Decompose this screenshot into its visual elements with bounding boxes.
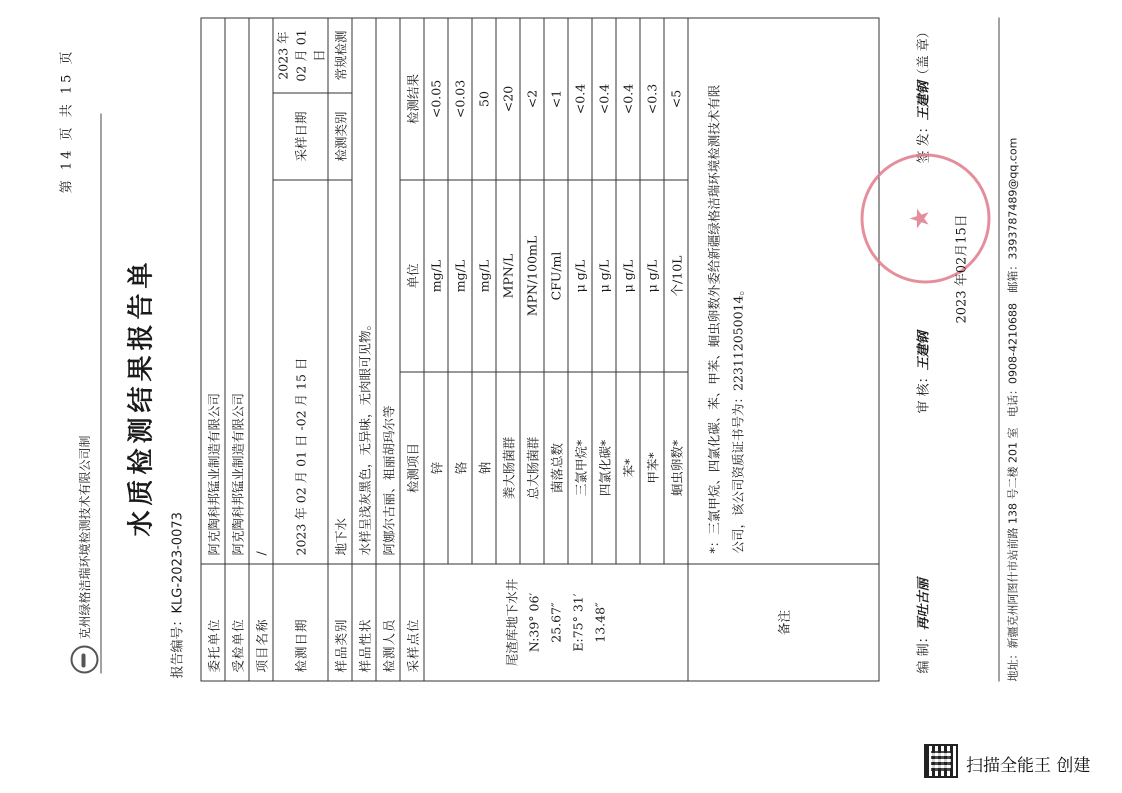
contact-info [1004,137,1020,681]
result-cell: <0.4 [592,18,616,180]
report-number: 报告编号：KLG-2023-0073 [170,511,185,678]
col-unit-header: 单位 [400,180,424,372]
issuer [912,25,931,163]
test-type-label: 检测类别 [328,93,352,180]
sample-type-value: 地下水 [328,180,352,564]
sample-trait-value: 水样呈浅灰黑色，无异味，无肉眼可见物。 [352,18,376,564]
item-cell: 蛔虫卵数* [664,372,688,564]
unit-cell: μ g/L [640,180,664,372]
remarks-line: 公司，该公司资质证书号为：223112050014。 [730,282,745,553]
location-lon: E:75° 31′ 13.48″ [569,592,607,652]
reviewer-label: 审 核： [916,369,931,413]
item-cell: 四氯化碳* [592,372,616,564]
compiler [912,578,931,673]
unit-cell: mg/L [424,180,448,372]
table-row [201,18,225,681]
test-date-label: 检测日期 [273,564,328,681]
item-cell: 菌落总数 [544,372,568,564]
qr-code-icon [924,744,958,778]
result-cell: <2 [520,18,544,180]
sample-trait-label: 样品性状 [352,564,376,681]
table-row [352,18,376,681]
compiler-signature: 再吐古丽 [916,577,931,630]
sampling-location [424,564,688,681]
result-cell: <0.05 [424,18,448,180]
result-cell: <20 [496,18,520,180]
company-logo-text: 克州绿格洁瑞环境检测技术有限公司制 [77,434,92,639]
scanner-text: 扫描全能王 创建 [966,756,1091,776]
company-seal [860,153,990,283]
result-cell: <5 [664,18,688,180]
unit-cell: 个/10L [664,180,688,372]
table-row [328,18,352,681]
location-name: 尾渣库地下水井 [503,578,519,666]
item-cell: 三氯甲烷* [568,372,592,564]
result-cell: <0.3 [640,18,664,180]
item-cell: 总大肠菌群 [520,372,544,564]
table-row [424,18,448,681]
company-logo [70,435,98,673]
col-item-header: 检测项目 [400,372,424,564]
item-cell: 铬 [448,372,472,564]
reviewer [912,331,931,413]
location-label: 采样点位 [400,564,424,681]
sampling-date-value: 2023 年 02 月 01 日 [273,18,328,93]
table-row [249,18,273,681]
compiler-label: 编 制： [916,629,931,673]
item-cell: 钠 [472,372,496,564]
unit-cell: MPN/L [496,180,520,372]
table-row [273,18,328,681]
page-number: 第 14 页 共 15 页 [59,48,74,193]
unit-cell: mg/L [472,180,496,372]
inspected-value: 阿克陶科邦锰业制造有限公司 [225,18,249,564]
issuer-signature: 王建钢 [916,80,931,120]
unit-cell: mg/L [448,180,472,372]
result-cell: <0.4 [616,18,640,180]
unit-cell: μ g/L [568,180,592,372]
project-value: / [249,18,273,564]
table-row [376,18,400,681]
inspectors-label: 检测人员 [376,564,400,681]
client-value: 阿克陶科邦锰业制造有限公司 [201,18,225,564]
result-cell: 50 [472,18,496,180]
client-label: 委托单位 [201,564,225,681]
remarks-label: 备注 [688,564,879,681]
unit-cell: MPN/100mL [520,180,544,372]
seal-note: （盖 章） [916,24,931,81]
inspectors-value: 阿娜尔古丽、祖丽胡玛尔等 [376,18,400,564]
test-type-value: 常规检测 [328,18,352,93]
project-label: 项目名称 [249,564,273,681]
table-header-row [400,18,424,681]
phone: 电话：0908-4210688 [1006,302,1019,417]
sampling-date-label: 采样日期 [273,93,328,180]
issuer-label: 签 发： [916,119,931,163]
report-title: 水质检测结果报告单 [126,257,156,537]
remarks-line: *：三氯甲烷、四氯化碳、苯、甲苯、蛔虫卵数外委给新疆绿格洁瑞环境检测技术有限 [706,84,721,553]
reviewer-signature: 王建钢 [916,330,931,370]
footer-divider [998,17,999,681]
email: 邮箱：3393787489@qq.com [1006,137,1019,293]
item-cell: 苯* [616,372,640,564]
result-cell: <0.03 [448,18,472,180]
location-lat: N:39° 06′ 25.67″ [525,592,563,652]
remarks-row [688,18,879,681]
unit-cell: CFU/ml [544,180,568,372]
unit-cell: μ g/L [592,180,616,372]
inspected-label: 受检单位 [225,564,249,681]
address: 地址：新疆克州阿图什市站前路 138 号二楼 201 室 [1006,427,1019,681]
col-result-header: 检测结果 [400,18,424,180]
item-cell: 甲苯* [640,372,664,564]
results-table [200,17,879,681]
table-row [225,18,249,681]
unit-cell: μ g/L [616,180,640,372]
remarks-content [688,18,879,564]
seal-star-icon: ★ [905,206,935,230]
result-cell: <1 [544,18,568,180]
header-divider [100,113,101,673]
sample-type-label: 样品类别 [328,564,352,681]
item-cell: 锌 [424,372,448,564]
item-cell: 粪大肠菌群 [496,372,520,564]
sign-date: 2023 年02月15日 [954,213,969,323]
company-logo-icon [70,645,98,673]
test-date-value: 2023 年 02 月 01 日 -02 月 15 日 [273,180,328,564]
result-cell: <0.4 [568,18,592,180]
